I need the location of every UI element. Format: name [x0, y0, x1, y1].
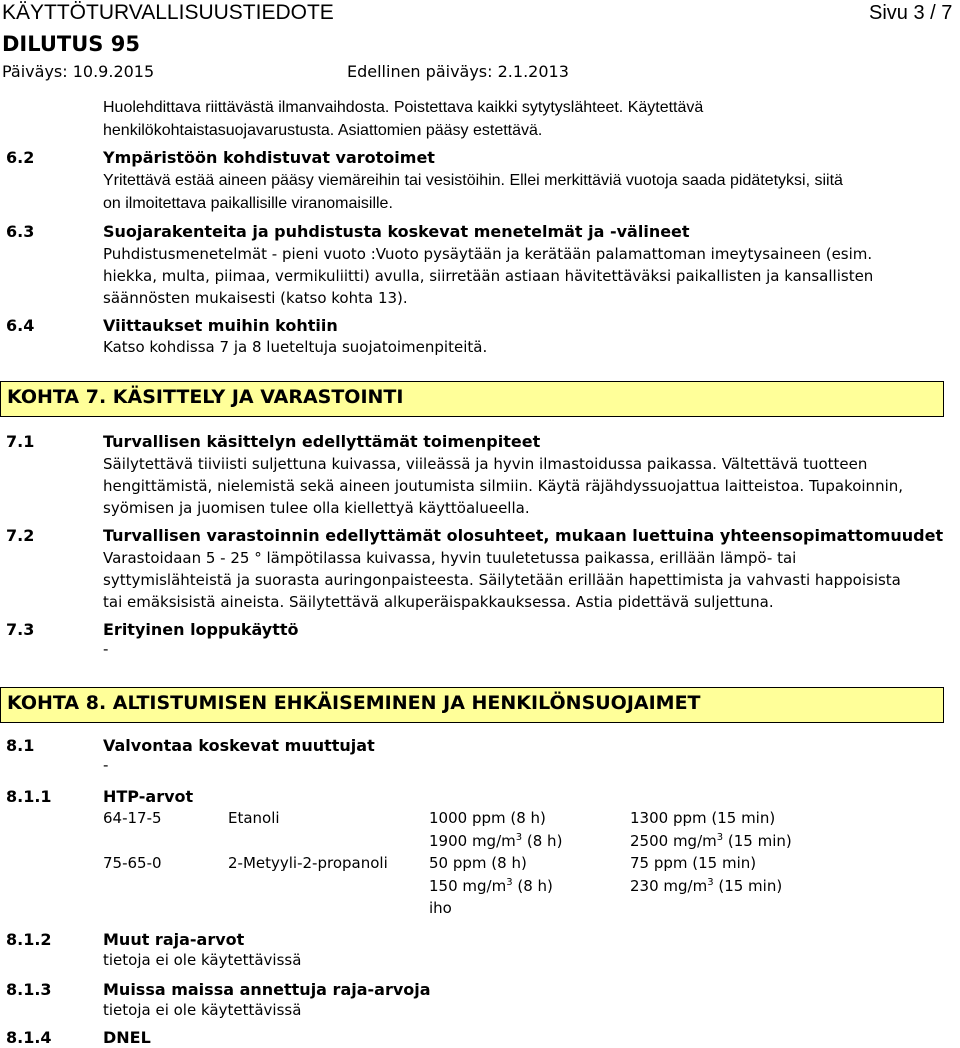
section-6-3-title: Suojarakenteita ja puhdistusta koskevat menetelmät ja -välineet: [103, 222, 690, 241]
htp-15min-ppm: 1300 ppm (15 min): [630, 809, 776, 827]
section-8-1-title: Valvontaa koskevat muuttujat: [103, 736, 375, 755]
section-6-4-line1: Katso kohdissa 7 ja 8 lueteltuja suojatoimenpiteitä.: [103, 338, 488, 356]
section-6-4-title: Viittaukset muihin kohtiin: [103, 316, 338, 335]
section-6-3-line3: säännösten mukaisesti (katso kohta 13).: [103, 289, 408, 307]
section-7-1-number: 7.1: [6, 432, 35, 451]
section-7-1-title: Turvallisen käsittelyn edellyttämät toimenpiteet: [103, 432, 541, 451]
section-6-3-line1: Puhdistusmenetelmät - pieni vuoto :Vuoto pysäytään ja kerätään palamattoman imeytysaineen (esim.: [103, 245, 873, 263]
section-8-1-2-number: 8.1.2: [6, 930, 52, 949]
section-7-1-line3: syömisen ja juomisen tulee olla kiellettyä käyttöalueella.: [103, 499, 530, 517]
htp-8h-mg: 150 $mg/m^3$ (8 h): [429, 877, 553, 895]
section-7-2-line1: Varastoidaan 5 - 25 ° lämpötilassa kuivassa, hyvin tuuletetussa paikassa, erillään lämpö- tai: [103, 549, 797, 567]
page-number: Sivu 3 / 7: [869, 2, 953, 24]
section-7-heading-box: [0, 381, 944, 417]
htp-8h-ppm: 50 ppm (8 h): [429, 854, 527, 872]
htp-8h-ppm: 1000 ppm (8 h): [429, 809, 546, 827]
section-8-1-2-title: Muut raja-arvot: [103, 930, 245, 949]
section-7-2-title: Turvallisen varastoinnin edellyttämät olosuhteet, mukaan luettuina yhteensopimattomuudet: [103, 526, 944, 545]
s6-intro-line2: henkilökohtaistasuojavarustusta. Asiattomien pääsy estettävä.: [103, 122, 543, 139]
section-7-2-line3: tai emäksisistä aineista. Säilytettävä alkuperäispakkauksessa. Astia pidettävä suljettuna.: [103, 593, 774, 611]
section-6-4-number: 6.4: [6, 316, 35, 335]
section-7-3-dash: -: [103, 640, 109, 658]
htp-15min-ppm: 75 ppm (15 min): [630, 854, 757, 872]
section-8-1-3-title: Muissa maissa annettuja raja-arvoja: [103, 980, 431, 999]
revision-date: Päiväys: 10.9.2015: [2, 62, 155, 81]
section-7-1-line2: hengittämistä, nielemistä sekä aineen joutumista silmiin. Käytä räjähdyssuojattua laitteistoa. Tupakoinnin,: [103, 477, 904, 495]
section-7-heading: KOHTA 7. KÄSITTELY JA VARASTOINTI: [7, 386, 404, 408]
section-8-1-3-number: 8.1.3: [6, 980, 52, 999]
section-8-1-3-text: tietoja ei ole käytettävissä: [103, 1001, 302, 1019]
s6-intro-line1: Huolehdittava riittävästä ilmanvaihdosta. Poistettava kaikki sytytyslähteet. Käytettävä: [103, 99, 704, 116]
section-7-3-number: 7.3: [6, 620, 35, 639]
htp-cas: 75-65-0: [103, 854, 162, 872]
section-8-heading: KOHTA 8. ALTISTUMISEN EHKÄISEMINEN JA HENKILÖNSUOJAIMET: [7, 692, 701, 714]
section-6-2-line2: on ilmoitettava paikallisille viranomaisille.: [103, 195, 393, 212]
section-6-3-number: 6.3: [6, 222, 35, 241]
htp-8h-mg: 1900 $mg/m^3$ (8 h): [429, 832, 563, 850]
htp-substance: Etanoli: [228, 809, 280, 827]
section-6-2-title: Ympäristöön kohdistuvat varotoimet: [103, 148, 435, 167]
htp-substance: 2-Metyyli-2-propanoli: [228, 854, 388, 872]
section-7-2-number: 7.2: [6, 526, 35, 545]
product-name: DILUTUS 95: [2, 32, 140, 56]
previous-date: Edellinen päiväys: 2.1.2013: [347, 62, 569, 81]
htp-cas: 64-17-5: [103, 809, 162, 827]
htp-note: iho: [429, 899, 452, 917]
section-6-3-line2: hiekka, multa, piimaa, vermikuliitti) avulla, siirretään astiaan hävitettäväksi paikallisten ja kansallisten: [103, 267, 874, 285]
section-8-1-1-number: 8.1.1: [6, 787, 52, 806]
section-7-3-title: Erityinen loppukäyttö: [103, 620, 299, 639]
document-type: KÄYTTÖTURVALLISUUSTIEDOTE: [2, 1, 334, 24]
section-6-2-line1: Yritettävä estää aineen pääsy viemäreihin tai vesistöihin. Ellei merkittäviä vuotoja saada pidätetyksi, siitä: [103, 172, 843, 189]
section-7-1-line1: Säilytettävä tiiviisti suljettuna kuivassa, viileässä ja hyvin ilmastoidussa paikassa. Vältettävä tuotteen: [103, 455, 868, 473]
section-8-heading-box: [0, 687, 944, 723]
section-8-1-number: 8.1: [6, 736, 35, 755]
section-7-2-line2: syttymislähteistä ja suorasta auringonpaisteesta. Säilytetään erillään hapettimista ja vahvasti happoisista: [103, 571, 901, 589]
section-8-1-1-title: HTP-arvot: [103, 787, 194, 806]
section-8-1-2-text: tietoja ei ole käytettävissä: [103, 951, 302, 969]
section-8-1-4-title: DNEL: [103, 1028, 151, 1047]
htp-15min-mg: 230 $mg/m^3$ (15 min): [630, 877, 783, 895]
section-8-1-dash: -: [103, 756, 109, 774]
section-8-1-4-number: 8.1.4: [6, 1028, 52, 1047]
section-6-2-number: 6.2: [6, 148, 35, 167]
htp-15min-mg: 2500 $mg/m^3$ (15 min): [630, 832, 792, 850]
